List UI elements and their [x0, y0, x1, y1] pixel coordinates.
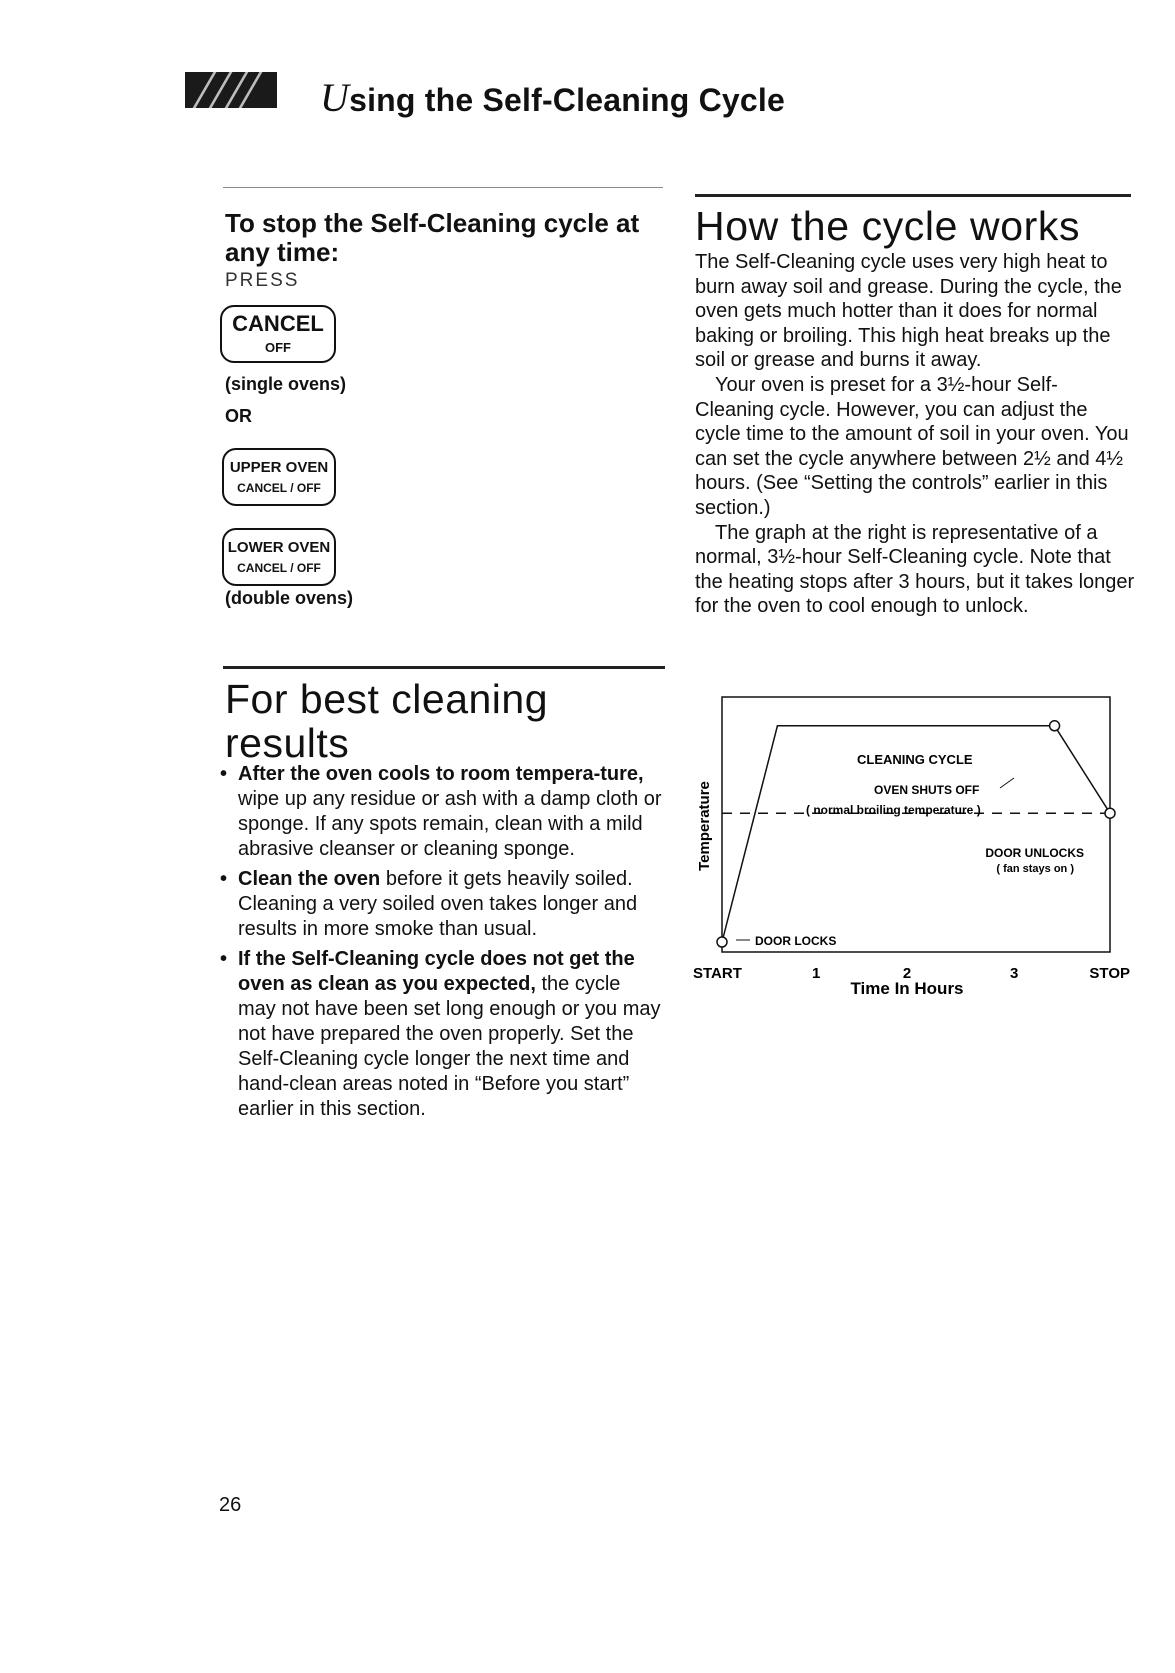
- paragraph: Your oven is preset for a 3½-hour Self-Cleaning cycle. However, you can adjust the cycle time to the amount of soil in your oven. You can set the cycle anywhere between 2½ and 4½ hours. (See “Setting the controls” earlier in this section.): [695, 373, 1129, 519]
- double-ovens-label: (double ovens): [225, 588, 354, 608]
- oven-shuts-off-point: [1050, 721, 1060, 731]
- best-cleaning-heading: For best cleaning results: [225, 676, 549, 766]
- x-tick-label: START: [693, 965, 742, 982]
- or-label: OR: [225, 406, 252, 426]
- cancel-off-key: CANCEL OFF: [220, 305, 336, 363]
- annotation-fan-stays-on: ( fan stays on ): [996, 863, 1074, 875]
- annotation-reference: ( normal broiling temperature ): [806, 803, 981, 817]
- stop-heading: To stop the Self-Cleaning cycle at any time:: [225, 208, 640, 267]
- y-axis-label: Temperature: [696, 781, 713, 871]
- door-unlocks-point: [1105, 808, 1115, 818]
- x-tick-label: 3: [1010, 965, 1019, 982]
- page-title: Using the Self-Cleaning Cycle: [320, 75, 786, 120]
- list-item: • If the Self-Cleaning cycle does not get the oven as clean as you expected, the cycle may not have been set long enough or you may not have prepared the oven properly. Set the Self-Cleaning cycle longer the next time and hand-clean areas noted in “Before you start” earlier in this section.: [218, 947, 663, 1122]
- annotation-cleaning-cycle: CLEANING CYCLE: [857, 752, 973, 767]
- door-locks-point: [717, 937, 727, 947]
- annotation-door-locks: DOOR LOCKS: [755, 934, 837, 948]
- how-heading: How the cycle works: [695, 203, 1081, 249]
- annotation-door-unlocks: DOOR UNLOCKS: [985, 846, 1084, 860]
- paragraph: The Self-Cleaning cycle uses very high heat to burn away soil and grease. During the cycle, the oven gets much hotter than it does for normal baking or broiling. This high heat breaks up the soil or grease and burns it away.: [695, 251, 1122, 372]
- x-tick-label: STOP: [1089, 965, 1130, 982]
- annotation-oven-shuts-off: OVEN SHUTS OFF: [874, 783, 980, 797]
- single-ovens-label: (single ovens): [225, 374, 347, 394]
- list-item: • Clean the oven before it gets heavily soiled. Cleaning a very soiled oven takes longer and results in more smoke than usual.: [218, 867, 663, 942]
- upper-oven-cancel-key: UPPER OVEN CANCEL / OFF: [222, 448, 336, 506]
- x-tick-label: 2: [902, 965, 912, 982]
- lower-oven-cancel-key: LOWER OVEN CANCEL / OFF: [222, 528, 336, 586]
- page-number: 26: [219, 1494, 242, 1516]
- annotation-arrow: [1000, 778, 1014, 788]
- list-item: • After the oven cools to room tempera-ture, wipe up any residue or ash with a damp cloth or sponge. If any spots remain, clean with a mild abrasive cleanser or cleaning sponge.: [218, 762, 663, 862]
- paragraph: The graph at the right is representative of a normal, 3½-hour Self-Cleaning cycle. Note that the heating stops after 3 hours, but it takes longer for the oven to cool enough to unlock.: [695, 521, 1135, 618]
- x-axis-label: Time In Hours: [850, 979, 964, 998]
- x-tick-label: 1: [812, 965, 821, 982]
- chart-frame: [722, 697, 1110, 952]
- press-label: PRESS: [225, 270, 300, 291]
